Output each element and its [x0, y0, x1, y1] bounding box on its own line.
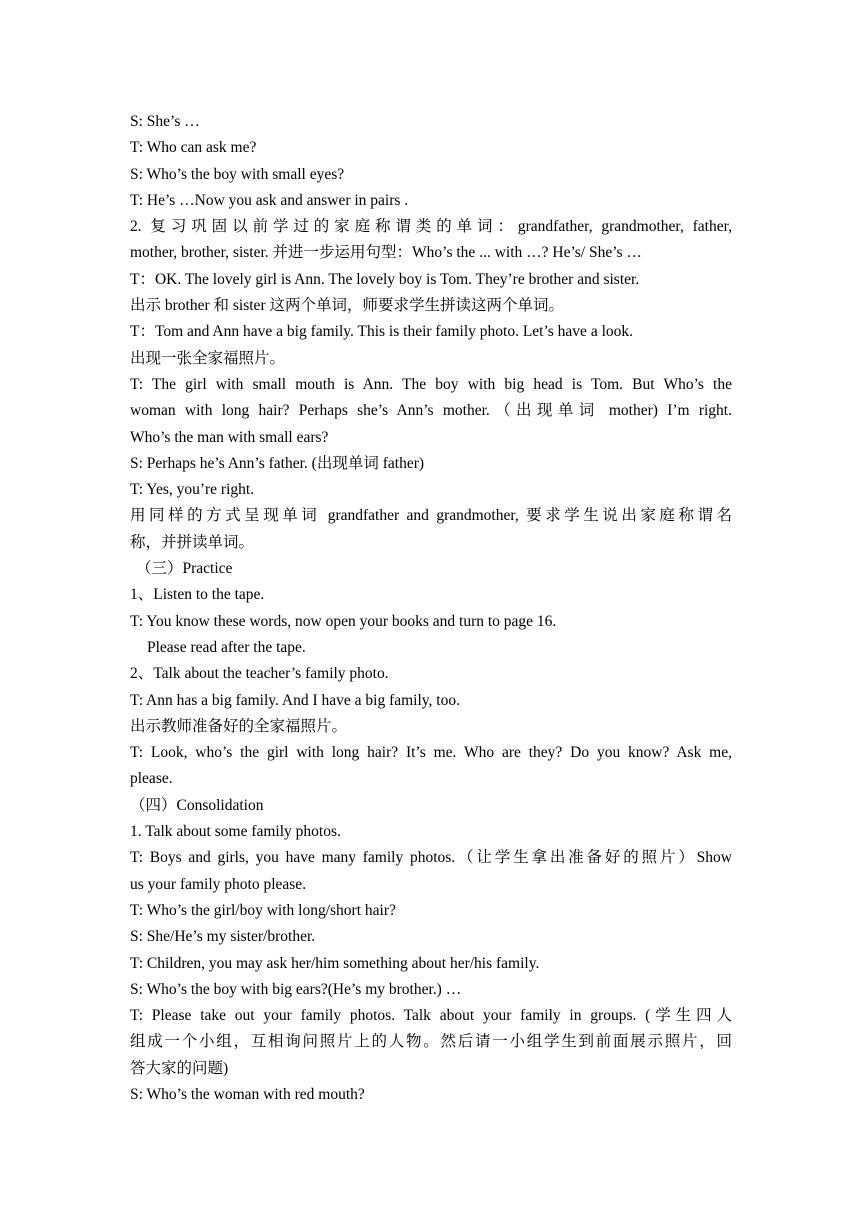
text-line: mother, brother, sister. 并进一步运用句型：Who’s the ... with …? He’s/ She’s … — [130, 244, 642, 262]
text-line: T: Children, you may ask her/him something about her/his family. — [130, 954, 540, 972]
text-line: S: She/He’s my sister/brother. — [130, 928, 316, 946]
text-line: T: The girl with small mouth is Ann. The boy with big head is Tom. But Who’s the — [130, 375, 732, 393]
text-line: 出示教师准备好的全家福照片。 — [130, 717, 348, 735]
text-line: Who’s the man with small ears? — [130, 428, 329, 446]
text-line: 称，并拼读单词。 — [130, 533, 255, 551]
text-line: S: Who’s the boy with big ears?(He’s my brother.) … — [130, 980, 462, 998]
text-line: T: You know these words, now open your books and turn to page 16. — [130, 612, 557, 630]
text-line: S: Who’s the boy with small eyes? — [130, 165, 345, 183]
text-line: S: Who’s the woman with red mouth? — [130, 1085, 365, 1103]
text-line: T：Tom and Ann have a big family. This is their family photo. Let’s have a look. — [130, 323, 634, 341]
text-line: （四）Consolidation — [130, 796, 264, 814]
text-line: S: She’s … — [130, 113, 200, 130]
text-line: T: Boys and girls, you have many family photos.（让学生拿出准备好的照片）Show — [130, 849, 732, 867]
text-line: T: Look, who’s the girl with long hair? It’s me. Who are they? Do you know? Ask me, — [130, 744, 732, 762]
text-line: T: Yes, you’re right. — [130, 481, 255, 499]
text-line: us your family photo please. — [130, 875, 307, 893]
text-line: 1、Listen to the tape. — [130, 586, 265, 604]
text-line: Please read after the tape. — [147, 638, 306, 656]
text-line: T: Who can ask me? — [130, 139, 257, 157]
text-line: 用同样的方式呈现单词 grandfather and grandmother, 要求学生说出家庭称谓名 — [130, 507, 732, 525]
text-line: 2、Talk about the teacher’s family photo. — [130, 665, 389, 683]
text-line: 出现一张全家福照片。 — [130, 349, 286, 367]
document-body — [130, 109, 732, 1108]
text-line: 出示 brother 和 sister 这两个单词，师要求学生拼读这两个单词。 — [130, 297, 564, 315]
text-line: 2. 复习巩固以前学过的家庭称谓类的单词：grandfather, grandmother, father, — [130, 218, 732, 236]
text-line: T: Ann has a big family. And I have a big family, too. — [130, 691, 460, 709]
text-line: T: He’s …Now you ask and answer in pairs . — [130, 191, 409, 209]
text-line: 答大家的问题) — [130, 1059, 229, 1077]
text-line: S: Perhaps he’s Ann’s father. (出现单词 father) — [130, 454, 425, 472]
text-line: 组成一个小组，互相询问照片上的人物。然后请一小组学生到前面展示照片，回 — [130, 1033, 732, 1051]
text-line: （三）Practice — [136, 560, 233, 578]
text-line: T: Please take out your family photos. Talk about your family in groups. (学生四人 — [130, 1007, 732, 1025]
text-line: 1. Talk about some family photos. — [130, 823, 341, 841]
text-line: T：OK. The lovely girl is Ann. The lovely boy is Tom. They’re brother and sister. — [130, 270, 640, 288]
text-line: please. — [130, 770, 173, 788]
text-line: woman with long hair? Perhaps she’s Ann’s mother.（出现单词 mother) I’m right. — [130, 402, 732, 420]
text-line: T: Who’s the girl/boy with long/short hair? — [130, 901, 396, 919]
